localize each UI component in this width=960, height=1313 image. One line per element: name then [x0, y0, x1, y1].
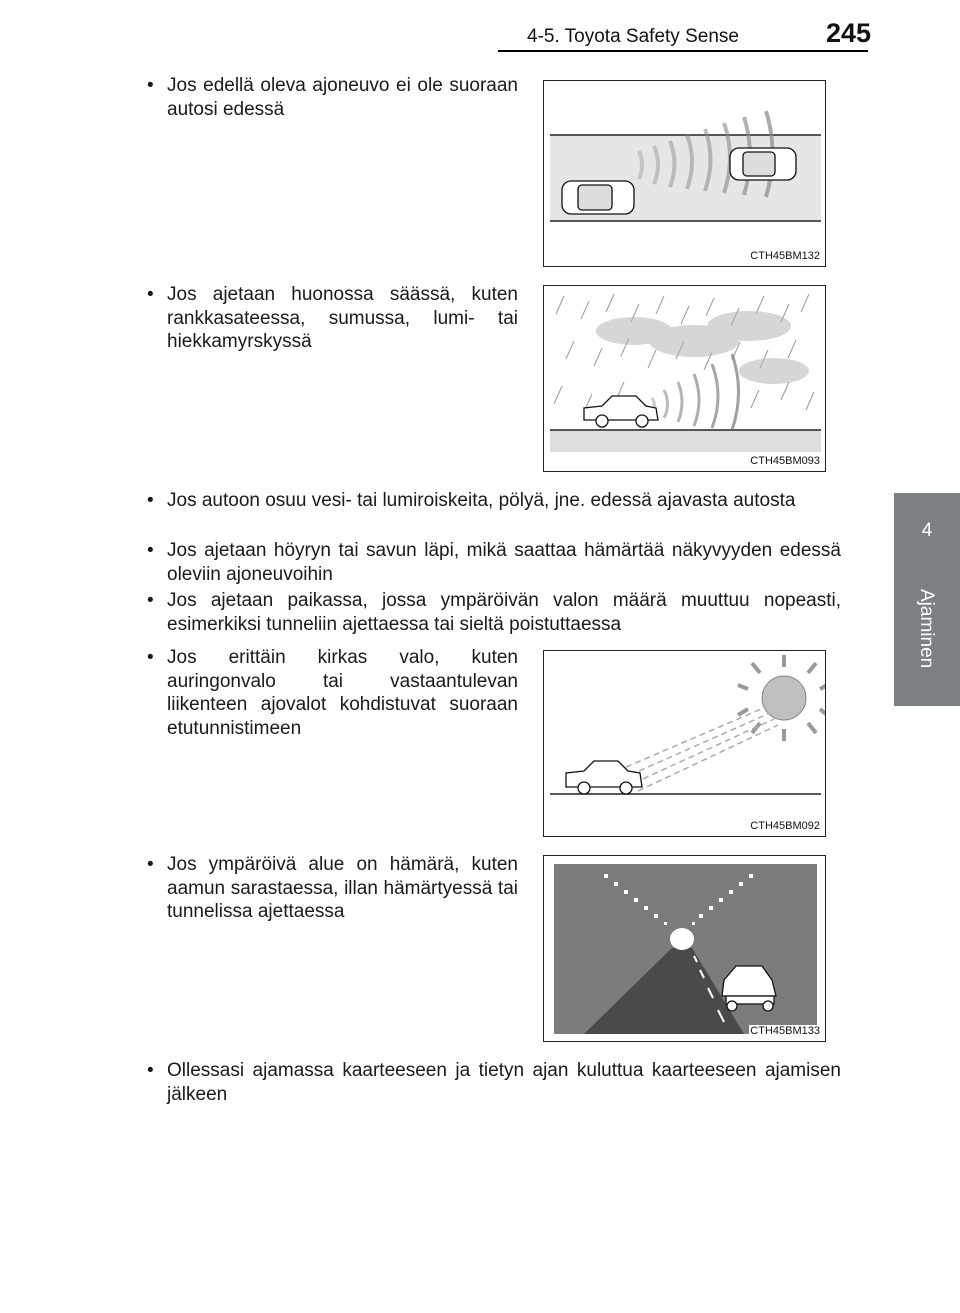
- section-title: 4-5. Toyota Safety Sense: [527, 26, 739, 47]
- bullet-splash: • Jos autoon osuu vesi- tai lumiroiskeita, pölyä, jne. edessä ajavasta autosta: [143, 489, 841, 513]
- figure-code: CTH45BM133: [750, 1025, 820, 1037]
- page-number: 245: [826, 18, 872, 48]
- figure-code: CTH45BM093: [750, 455, 820, 467]
- figure-tunnel: [543, 855, 826, 1042]
- figure-bright-light: [543, 650, 826, 837]
- figure-code: CTH45BM092: [750, 820, 820, 832]
- bullet-vehicle-not-ahead: • Jos edellä oleva ajoneuvo ei ole suoraan autosi edessä: [143, 74, 518, 121]
- tunnel-illustration: [544, 856, 826, 1042]
- bullet-bright-light: • Jos erittäin kirkas valo, kuten auringonvalo tai vastaantulevan liikenteen ajovalot kohdistuvat suoraan etutunnistimeen: [143, 646, 518, 740]
- bullet-steam-smoke: • Jos ajetaan höyryn tai savun läpi, mikä saattaa hämärtää näkyvyyden edessä oleviin ajoneuvoihin: [143, 539, 841, 586]
- bullet-curve: • Ollessasi ajamassa kaarteeseen ja tietyn ajan kuluttua kaarteeseen ajamisen jälkeen: [143, 1059, 841, 1106]
- figure-bad-weather: [543, 285, 826, 472]
- offset-vehicle-illustration: [544, 81, 826, 267]
- chapter-number: 4: [921, 520, 933, 541]
- bullet-light-change: • Jos ajetaan paikassa, jossa ympäröivän valon määrä muuttuu nopeasti, esimerkiksi tunneliin ajettaessa tai sieltä poistuttaessa: [143, 589, 841, 636]
- rain-illustration: [544, 286, 826, 472]
- bullet-dark-surroundings: • Jos ympäröivä alue on hämärä, kuten aamun sarastaessa, illan hämärtyessä tai tunnelissa ajettaessa: [143, 853, 518, 924]
- bullet-bad-weather: • Jos ajetaan huonossa säässä, kuten rankkasateessa, sumussa, lumi- tai hiekkamyrskyssä: [143, 283, 518, 354]
- header-rule: [498, 50, 868, 52]
- figure-offset-vehicle: [543, 80, 826, 267]
- sun-illustration: [544, 651, 826, 837]
- figure-code: CTH45BM132: [750, 250, 820, 262]
- chapter-label: Ajaminen: [916, 589, 937, 669]
